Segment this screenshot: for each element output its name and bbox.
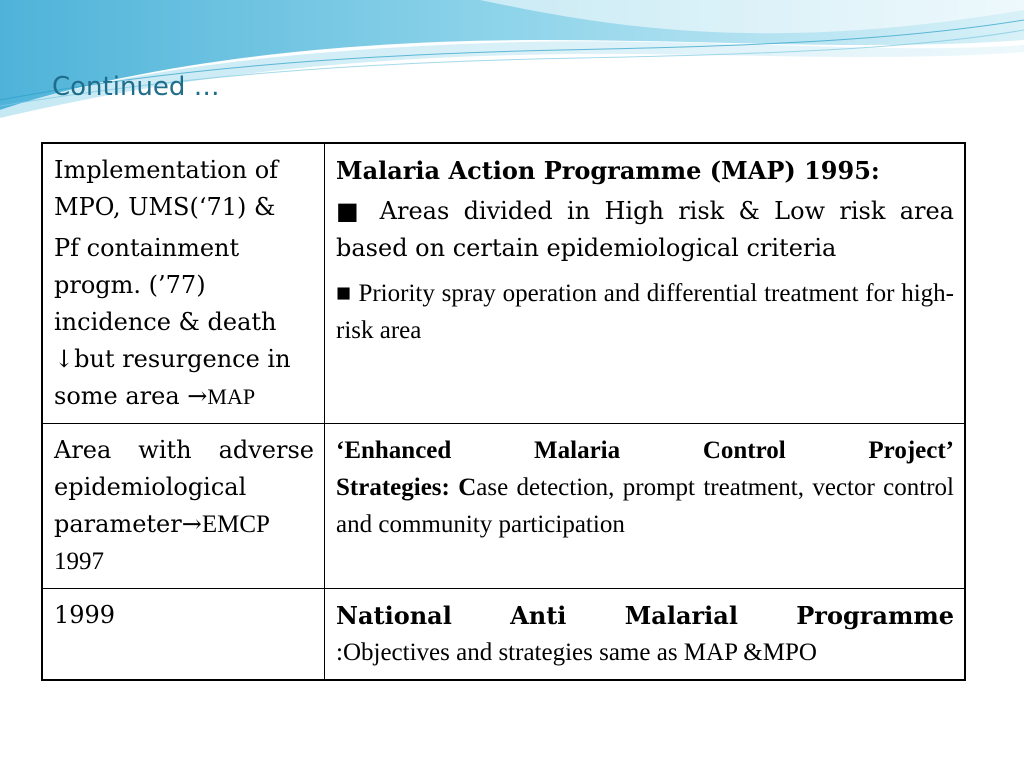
cell-text <box>336 469 954 543</box>
cell-heading: ‘Enhanced Malaria Control Project’ <box>336 437 954 464</box>
table-cell <box>325 143 966 424</box>
cell-text: 1997 <box>54 548 104 575</box>
cell-text: 1999 <box>54 601 116 629</box>
cell-heading: National Anti Malarial Programme <box>336 601 954 630</box>
table-row <box>42 143 965 424</box>
table-cell <box>325 424 966 589</box>
table-row <box>42 589 965 681</box>
bullet-item: ■ Priority spray operation and differential treatment for high-risk area <box>336 280 954 344</box>
cell-text: Implementation of MPO, UMS(‘71) & <box>54 156 279 221</box>
cell-text-tail: MAP <box>207 384 256 409</box>
content-table <box>41 142 966 681</box>
bullet-item: ■ Areas divided in High risk & Low risk area based on certain epidemiological criteria <box>336 197 954 262</box>
header-wave-decoration <box>0 0 1024 140</box>
strategies-text: ase detection, prompt treatment, vector control and community participation <box>336 474 954 538</box>
cell-text-tail: EMCP <box>201 511 270 538</box>
cell-text: :Objectives and strategies same as MAP &MPO <box>336 639 817 666</box>
cell-heading: Malaria Action Programme (MAP) 1995: <box>336 156 880 185</box>
cell-text-main: Area with adverse epidemiological parameter→ <box>54 436 314 538</box>
cell-text <box>54 432 314 543</box>
table-row <box>42 424 965 589</box>
strategies-label: Strategies: C <box>336 474 477 501</box>
cell-text-main: Pf containment progm. (’77) incidence & death ↓but resurgence in some area → <box>54 234 291 410</box>
cell-text <box>54 230 314 415</box>
table-cell <box>325 589 966 681</box>
table-cell <box>42 143 325 424</box>
table-cell <box>42 424 325 589</box>
slide-title: Continued … <box>52 72 220 102</box>
table-cell <box>42 589 325 681</box>
